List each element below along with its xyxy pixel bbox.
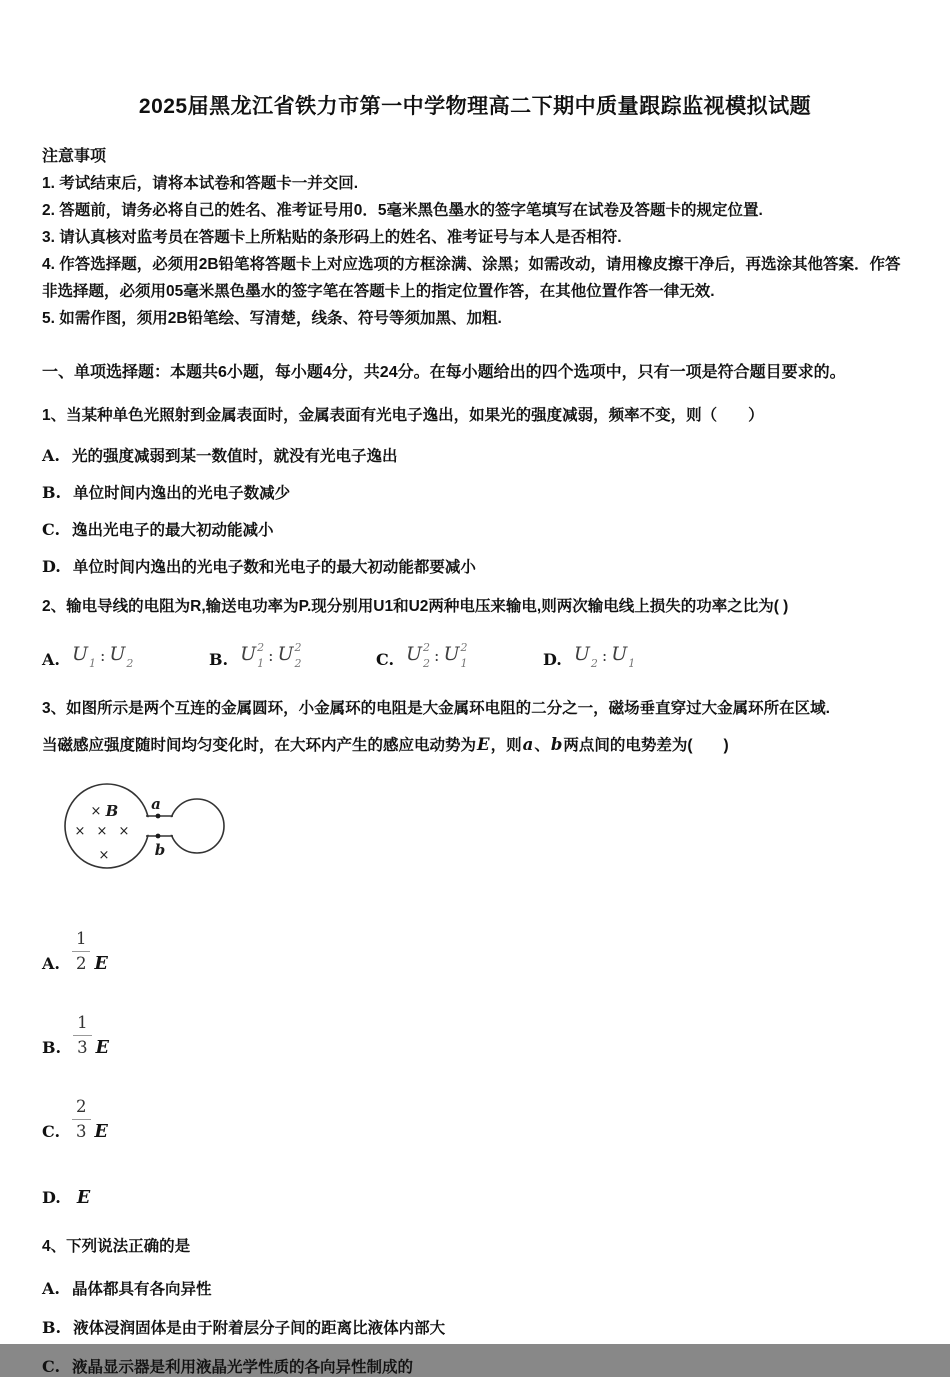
point-b-dot (156, 834, 161, 839)
ratio-formula (574, 642, 635, 669)
question-4-option-b (42, 1316, 908, 1338)
option-letter: A. (42, 954, 60, 973)
question-1-option-b (42, 481, 908, 503)
fraction-denominator: 2 (75, 954, 87, 973)
option-letter: A. (42, 1279, 60, 1298)
option-text: 晶体都具有各向异性 (71, 1281, 212, 1298)
fraction-numerator: 1 (73, 1012, 92, 1036)
question-3-option-b (42, 1007, 908, 1059)
math-sub: 2 (590, 657, 598, 670)
question-1-option-c (42, 518, 908, 540)
question-3 (42, 691, 908, 1209)
math-var-b: b (550, 735, 563, 754)
question-3-option-d (42, 1183, 908, 1209)
emf-symbol: E (95, 1038, 109, 1058)
question-2-option-b (209, 642, 376, 669)
flux-cross-icon: × (98, 848, 110, 863)
ratio-formula (72, 642, 133, 669)
question-1-option-a (42, 444, 908, 466)
math-sup: 2 (460, 641, 468, 654)
fraction (73, 1012, 92, 1059)
question-2-options (42, 642, 908, 669)
flux-cross-icon: × (74, 824, 86, 839)
notice-section (42, 144, 908, 332)
question-1-stem: 1、当某种单色光照射到金属表面时，金属表面有光电子逸出，如果光的强度减弱，频率不变，则（ ） (42, 407, 764, 424)
option-text: 单位时间内逸出的光电子数和光电子的最大初动能都要减小 (72, 559, 476, 576)
question-2-option-c (376, 642, 543, 669)
math-sub: 2 (294, 657, 302, 670)
notice-item-3: 3. 请认真核对监考员在答题卡上所粘贴的条形码上的姓名、准考证号与本人是否相符. (42, 229, 622, 246)
math-var: U (109, 643, 126, 665)
section-1-heading: 一、单项选择题：本题共6小题，每小题4分，共24分。在每小题给出的四个选项中，只有一项是符合题目要求的。 (42, 364, 846, 381)
question-2 (42, 593, 908, 669)
two-rings-diagram (52, 774, 267, 886)
emf-symbol: E (76, 1188, 91, 1208)
math-sup: 2 (423, 641, 431, 654)
math-var-E: E (477, 735, 490, 754)
option-letter: B. (42, 1038, 62, 1057)
question-2-option-a (42, 642, 209, 669)
flux-cross-icon: × (96, 824, 108, 839)
math-sub: 2 (423, 657, 431, 670)
question-3-stem-line1: 3、如图所示是两个互连的金属圆环，小金属环的电阻是大金属环电阻的二分之一，磁场垂直穿过大金属环所在区域. (42, 700, 830, 717)
math-var: U (406, 643, 423, 665)
small-ring (170, 799, 224, 853)
option-letter: C. (42, 520, 61, 539)
math-var: U (443, 643, 460, 665)
option-letter: B. (209, 650, 229, 669)
question-4-option-c (42, 1355, 908, 1377)
math-colon: : (268, 646, 274, 665)
option-letter: D. (42, 557, 61, 576)
notice-heading: 注意事项 (42, 148, 107, 165)
question-4-stem: 4、下列说法正确的是 (42, 1238, 191, 1255)
fraction (72, 1096, 91, 1143)
field-B-label: B (105, 802, 119, 820)
option-letter: D. (543, 650, 562, 669)
option-letter: B. (42, 1318, 62, 1337)
question-3-option-a (42, 923, 908, 975)
notice-item-1: 1. 考试结束后，请将本试卷和答题卡一并交回. (42, 175, 359, 192)
stem-text: 、 (534, 737, 550, 754)
math-sub: 2 (126, 657, 134, 670)
fraction-numerator: 2 (72, 1096, 91, 1120)
question-2-option-d (543, 642, 710, 669)
stem-text: ，则 (490, 737, 522, 754)
math-colon: : (601, 646, 608, 665)
stem-text: 两点间的电势差为( ) (563, 737, 729, 754)
point-a-label: a (151, 795, 161, 813)
math-var: U (611, 643, 628, 665)
fraction (72, 928, 91, 975)
notice-item-4: 4. 作答选择题，必须用2B铅笔将答题卡上对应选项的方框涂满、涂黑；如需改动，请用橡皮擦干净后，再选涂其他答案．作答非选择题，必须用05毫米黑色墨水的签字笔在答题卡上的指定位置作答，在其他位置作答一律无效. (42, 256, 901, 300)
emf-symbol: E (94, 1122, 108, 1142)
option-letter: A. (42, 446, 60, 465)
math-var: U (71, 643, 88, 665)
math-var: U (277, 643, 294, 665)
option-text: 液体浸润固体是由于附着层分子间的距离比液体内部大 (73, 1320, 446, 1337)
point-a-dot (156, 814, 161, 819)
option-letter: D. (42, 1188, 61, 1207)
fraction-denominator: 3 (77, 1038, 88, 1057)
math-sup: 2 (257, 641, 265, 654)
option-text: 液晶显示器是利用液晶光学性质的各向异性制成的 (72, 1359, 414, 1376)
math-sub: 1 (89, 657, 96, 670)
math-sup: 2 (294, 641, 302, 654)
option-text: 单位时间内逸出的光电子数减少 (73, 485, 291, 502)
math-var-a: a (522, 735, 534, 754)
fraction-numerator: 1 (72, 928, 91, 952)
fraction-denominator: 3 (76, 1122, 87, 1141)
option-text: 逸出光电子的最大初动能减小 (72, 522, 274, 539)
math-colon: : (434, 646, 440, 665)
math-sub: 1 (628, 657, 636, 670)
question-2-stem: 2、输电导线的电阻为R,输送电功率为P.现分别用U1和U2两种电压来输电,则两次输电线上损失的功率之比为( ) (42, 598, 789, 615)
option-text: 光的强度减弱到某一数值时，就没有光电子逸出 (71, 448, 398, 465)
page-title: 2025届黑龙江省铁力市第一中学物理高二下期中质量跟踪监视模拟试题 (138, 95, 812, 118)
option-letter: B. (42, 483, 62, 502)
math-var: U (573, 643, 590, 665)
option-letter: C. (376, 650, 395, 669)
question-1 (42, 402, 908, 577)
question-4-option-a (42, 1277, 908, 1299)
ratio-formula (406, 642, 467, 669)
question-1-option-d (42, 555, 908, 577)
math-sub: 1 (460, 657, 468, 670)
notice-item-5: 5. 如需作图，须用2B铅笔绘、写清楚，线条、符号等须加黑、加粗. (42, 310, 502, 327)
option-letter: C. (42, 1122, 61, 1141)
question-3-figure (52, 774, 908, 891)
math-sub: 1 (257, 657, 265, 670)
option-letter: C. (42, 1357, 61, 1376)
point-b-label: b (154, 841, 166, 859)
flux-cross-icon: × (90, 804, 102, 819)
math-colon: : (100, 646, 106, 665)
math-var: U (240, 643, 257, 665)
emf-symbol: E (94, 954, 108, 974)
question-3-option-c (42, 1091, 908, 1143)
flux-cross-icon: × (118, 824, 130, 839)
ratio-formula (240, 642, 301, 669)
notice-item-2: 2. 答题前，请务必将自己的姓名、准考证号用0．5毫米黑色墨水的签字笔填写在试卷及答题卡的规定位置. (42, 202, 763, 219)
question-4 (42, 1233, 908, 1377)
question-3-stem-line2 (42, 727, 908, 764)
option-letter: A. (42, 650, 60, 669)
neck-mask (140, 817, 176, 835)
stem-text: 当磁感应强度随时间均匀变化时，在大环内产生的感应电动势为 (42, 737, 477, 754)
